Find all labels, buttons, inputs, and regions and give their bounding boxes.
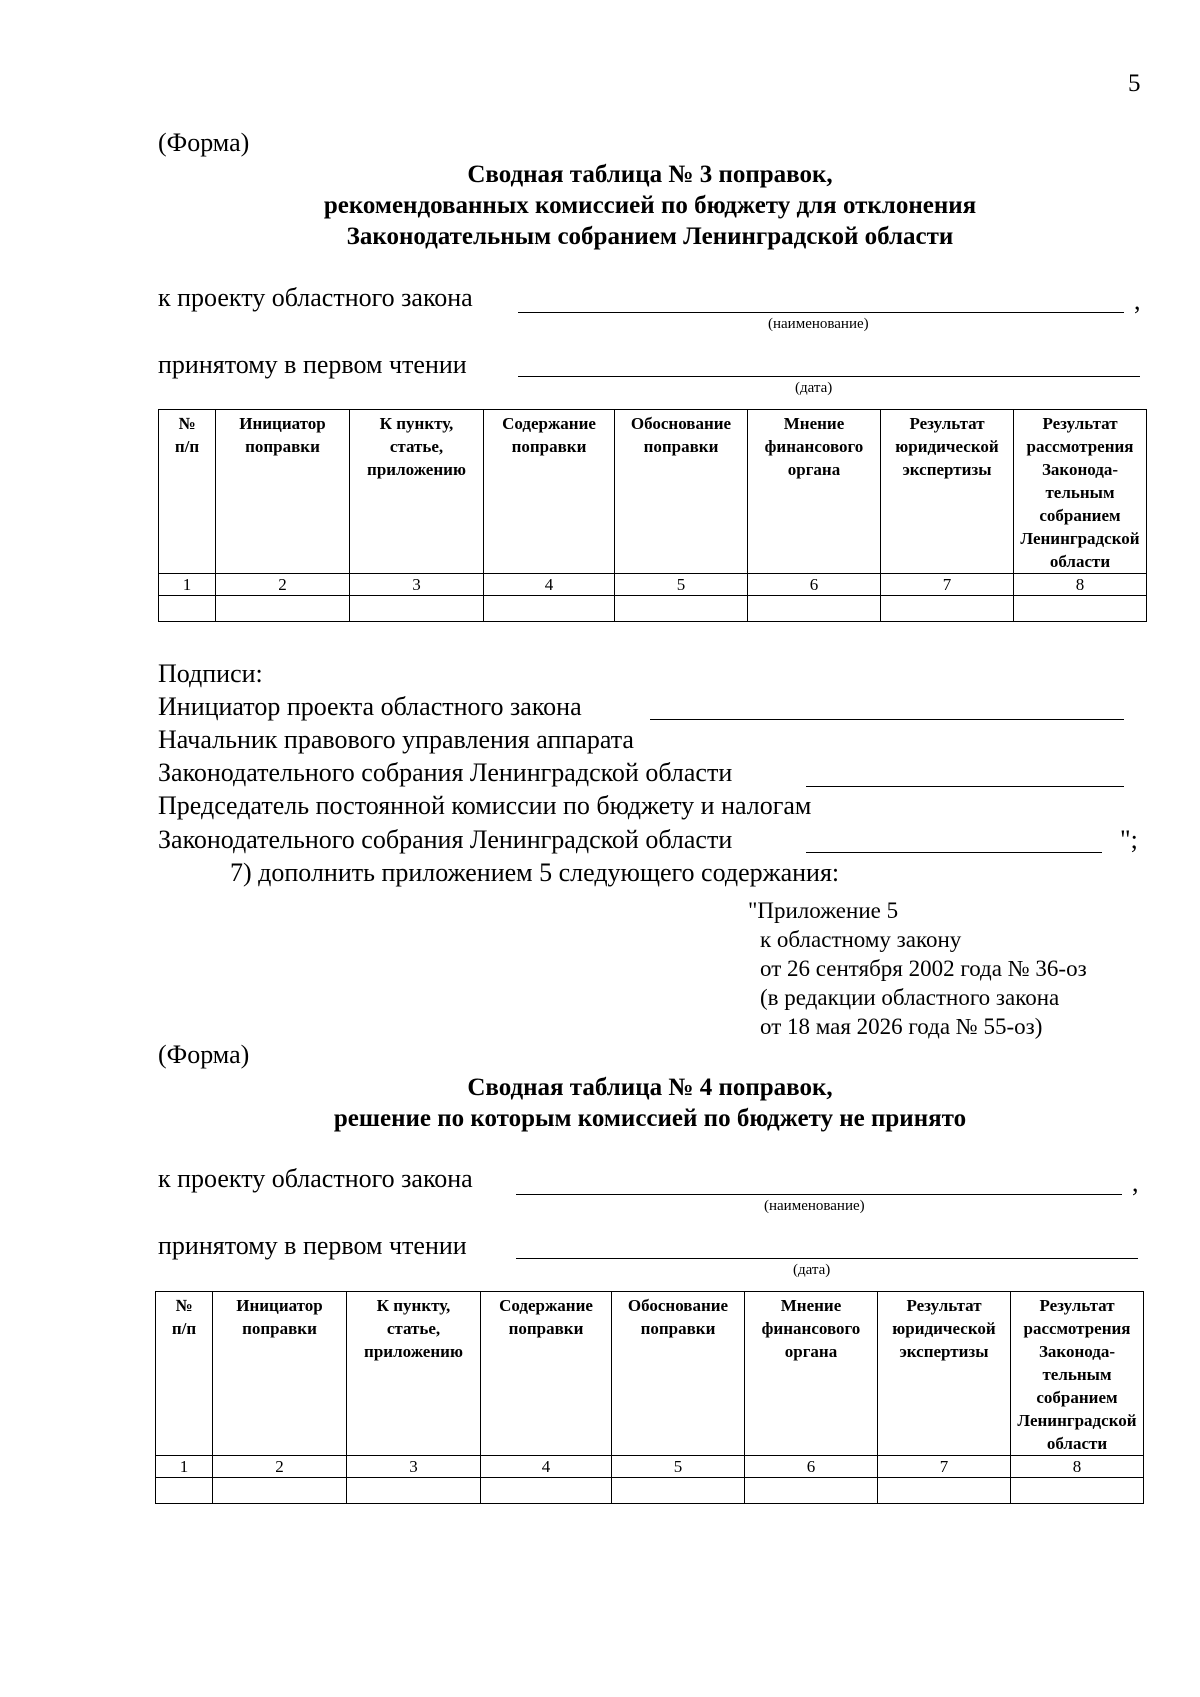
law-comma-2: , — [1132, 1168, 1139, 1197]
amendments-table-3 — [158, 409, 1147, 622]
signature-initiator-line — [650, 719, 1124, 720]
appendix-line-3: от 26 сентября 2002 года № 36-оз — [760, 956, 1087, 981]
law-project-label-2: к проекту областного закона — [158, 1164, 473, 1193]
col-number: 3 — [350, 574, 484, 596]
col-header-legal-review: Результат юридической экспертизы — [881, 410, 1014, 574]
col-header-finance-opinion: Мнение финансового органа — [745, 1292, 878, 1456]
law-project-label: к проекту областного закона — [158, 283, 473, 312]
name-caption: (наименование) — [768, 316, 869, 332]
empty-cell — [350, 596, 484, 622]
empty-cell — [1011, 1478, 1144, 1504]
empty-cell — [612, 1478, 745, 1504]
date-caption-2: (дата) — [793, 1262, 831, 1278]
col-number: 7 — [878, 1456, 1011, 1478]
col-number: 5 — [615, 574, 748, 596]
closing-quote: "; — [1120, 825, 1138, 854]
col-number: 4 — [481, 1456, 612, 1478]
col-number: 1 — [159, 574, 216, 596]
signatures-heading: Подписи: — [158, 659, 263, 688]
col-header-clause: К пункту, статье, приложению — [350, 410, 484, 574]
page-number: 5 — [1128, 70, 1141, 97]
amendment-item-7: 7) дополнить приложением 5 следующего содержания: — [230, 858, 840, 887]
col-header-clause: К пункту, статье, приложению — [347, 1292, 481, 1456]
law-comma: , — [1134, 286, 1141, 315]
empty-cell — [484, 596, 615, 622]
col-header-content: Содержание поправки — [481, 1292, 612, 1456]
law-name-blank-line-2 — [516, 1194, 1122, 1195]
empty-cell — [213, 1478, 347, 1504]
empty-cell — [878, 1478, 1011, 1504]
empty-cell — [481, 1478, 612, 1504]
col-number: 7 — [881, 574, 1014, 596]
date-blank-line — [518, 376, 1140, 377]
form-label-2: (Форма) — [158, 1040, 250, 1069]
table-number-row — [156, 1456, 1144, 1478]
col-header-number: № п/п — [159, 410, 216, 574]
col-number: 2 — [213, 1456, 347, 1478]
col-number: 4 — [484, 574, 615, 596]
col-header-initiator: Инициатор поправки — [216, 410, 350, 574]
law-name-blank-line — [518, 312, 1124, 313]
col-header-initiator: Инициатор поправки — [213, 1292, 347, 1456]
empty-cell — [881, 596, 1014, 622]
table4-title-line2: решение по которым комиссией по бюджету не принято — [333, 1105, 967, 1132]
col-header-legal-review: Результат юридической экспертизы — [878, 1292, 1011, 1456]
table-number-row — [159, 574, 1147, 596]
col-header-number: № п/п — [156, 1292, 213, 1456]
table3-title-line1: Сводная таблица № 3 поправок, — [467, 161, 833, 188]
table3-title-line2: рекомендованных комиссией по бюджету для отклонения — [323, 192, 977, 219]
appendix-line-4: (в редакции областного закона — [760, 985, 1060, 1010]
col-header-finance-opinion: Мнение финансового органа — [748, 410, 881, 574]
amendments-table-4 — [155, 1291, 1144, 1504]
form-label: (Форма) — [158, 128, 250, 157]
col-number: 5 — [612, 1456, 745, 1478]
col-number: 3 — [347, 1456, 481, 1478]
col-header-assembly-result: Результат рассмотрения Законода- тельным собранием Ленинградской области — [1014, 410, 1147, 574]
col-header-justification: Обоснование поправки — [615, 410, 748, 574]
empty-cell — [347, 1478, 481, 1504]
empty-cell — [1014, 596, 1147, 622]
empty-cell — [745, 1478, 878, 1504]
empty-cell — [159, 596, 216, 622]
table4-title-line1: Сводная таблица № 4 поправок, — [467, 1074, 833, 1101]
table-empty-row — [159, 596, 1147, 622]
col-header-assembly-result: Результат рассмотрения Законода- тельным собранием Ленинградской области — [1011, 1292, 1144, 1456]
first-reading-label-2: принятому в первом чтении — [158, 1231, 467, 1260]
signature-chair-label-2: Законодательного собрания Ленинградской области — [158, 825, 733, 854]
date-blank-line-2 — [516, 1258, 1138, 1259]
signature-chair-line — [806, 852, 1102, 853]
table-header-row — [156, 1292, 1144, 1456]
date-caption: (дата) — [795, 380, 833, 396]
signature-legal-head-label-1: Начальник правового управления аппарата — [158, 725, 634, 754]
empty-cell — [748, 596, 881, 622]
table3-title-line3: Законодательным собранием Ленинградской области — [346, 223, 954, 250]
signature-legal-head-label-2: Законодательного собрания Ленинградской области — [158, 758, 733, 787]
col-number: 6 — [748, 574, 881, 596]
col-number: 8 — [1014, 574, 1147, 596]
col-header-content: Содержание поправки — [484, 410, 615, 574]
col-number: 1 — [156, 1456, 213, 1478]
table-header-row — [159, 410, 1147, 574]
empty-cell — [216, 596, 350, 622]
empty-cell — [615, 596, 748, 622]
col-number: 8 — [1011, 1456, 1144, 1478]
first-reading-label: принятому в первом чтении — [158, 350, 467, 379]
appendix-line-5: от 18 мая 2026 года № 55-оз) — [760, 1014, 1043, 1039]
appendix-line-2: к областному закону — [760, 927, 962, 952]
col-number: 2 — [216, 574, 350, 596]
signature-legal-head-line — [806, 786, 1124, 787]
empty-cell — [156, 1478, 213, 1504]
col-header-justification: Обоснование поправки — [612, 1292, 745, 1456]
signature-initiator-label: Инициатор проекта областного закона — [158, 692, 582, 721]
col-number: 6 — [745, 1456, 878, 1478]
table-empty-row — [156, 1478, 1144, 1504]
name-caption-2: (наименование) — [764, 1198, 865, 1214]
appendix-title: "Приложение 5 — [748, 898, 899, 923]
signature-chair-label-1: Председатель постоянной комиссии по бюджету и налогам — [158, 791, 812, 820]
